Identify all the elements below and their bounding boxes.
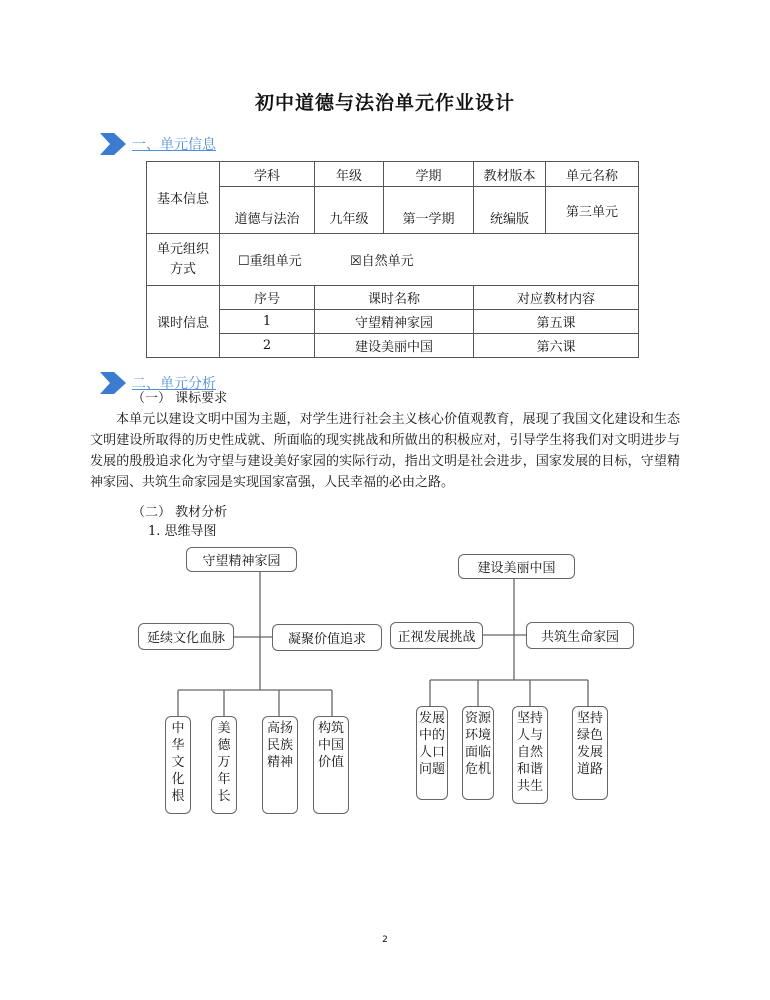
table-header: 教材版本 bbox=[474, 162, 546, 187]
table-cell: 2 bbox=[220, 334, 315, 358]
org-method-label: 单元组织方式 bbox=[147, 234, 220, 286]
section-label: 一、单元信息 bbox=[132, 137, 216, 153]
page-title: 初中道德与法治单元作业设计 bbox=[254, 92, 515, 114]
table-cell: 第三单元 bbox=[546, 187, 639, 234]
table-cell: 九年级 bbox=[315, 187, 384, 234]
mindmap-leaf: 高扬民族精神 bbox=[262, 716, 298, 814]
lesson-info-label: 课时信息 bbox=[147, 286, 220, 358]
mindmap-leaf: 坚持绿色发展道路 bbox=[572, 706, 608, 800]
mindmap-leaf: 坚持人与自然和谐共生 bbox=[512, 706, 548, 804]
mindmap-leaf: 资源环境面临危机 bbox=[462, 706, 494, 800]
table-cell: 道德与法治 bbox=[220, 187, 315, 234]
mindmap-root-spiritual-home: 守望精神家园 bbox=[186, 547, 297, 572]
subheading-textbook: （二） 教材分析 bbox=[132, 505, 228, 520]
table-cell: 守望精神家园 bbox=[315, 310, 474, 334]
table-cell: 1 bbox=[220, 310, 315, 334]
mindmap-leaf: 发展中的人口问题 bbox=[416, 706, 448, 800]
table-cell: 第六课 bbox=[474, 334, 639, 358]
table-header: 年级 bbox=[315, 162, 384, 187]
basic-info-label: 基本信息 bbox=[147, 162, 220, 234]
mindmap-leaf: 中华文化根 bbox=[165, 716, 191, 814]
section-label: 二、单元分析 bbox=[132, 376, 216, 392]
table-cell: 第五课 bbox=[474, 310, 639, 334]
table-header: 序号 bbox=[220, 286, 315, 310]
mindmap-root-beautiful-china: 建设美丽中国 bbox=[458, 554, 575, 579]
table-header: 课时名称 bbox=[315, 286, 474, 310]
mindmap-branch-challenges: 正视发展挑战 bbox=[390, 622, 483, 649]
table-header: 单元名称 bbox=[546, 162, 639, 187]
mindmap-branch-culture: 延续文化血脉 bbox=[138, 623, 234, 650]
page-number: 2 bbox=[382, 935, 388, 945]
natural-unit-option: ☒自然单元 bbox=[349, 254, 414, 269]
table-header: 学科 bbox=[220, 162, 315, 187]
body-paragraph: 本单元以建设文明中国为主题，对学生进行社会主义核心价值观教育，展现了我国文化建设和生态文明建设所取得的历史性成就、所面临的现实挑战和所做出的积极应对，引导学生将我们对文明进步与发展的殷殷追求化为守望与建设美好家园的实际行动，指出文明是社会进步，国家发展的目标，守望精神家园、共筑生命家园是实现国家富强，人民幸福的必由之路。 bbox=[90, 412, 680, 490]
table-cell: 第一学期 bbox=[384, 187, 474, 234]
mindmap-leaf: 美德万年长 bbox=[211, 716, 237, 814]
subheading-mindmap: 1. 思维导图 bbox=[148, 524, 217, 539]
table-cell: 建设美丽中国 bbox=[315, 334, 474, 358]
regroup-unit-option: ☐重组单元 bbox=[238, 254, 302, 269]
mindmap-leaf: 构筑中国价值 bbox=[313, 716, 349, 814]
mindmap-branch-values: 凝聚价值追求 bbox=[272, 624, 382, 651]
table-cell: 统编版 bbox=[474, 187, 546, 234]
table-header: 对应教材内容 bbox=[474, 286, 639, 310]
mindmap-branch-life-home: 共筑生命家园 bbox=[526, 622, 634, 649]
subheading-curriculum: （一） 课标要求 bbox=[132, 391, 228, 406]
table-header: 学期 bbox=[384, 162, 474, 187]
